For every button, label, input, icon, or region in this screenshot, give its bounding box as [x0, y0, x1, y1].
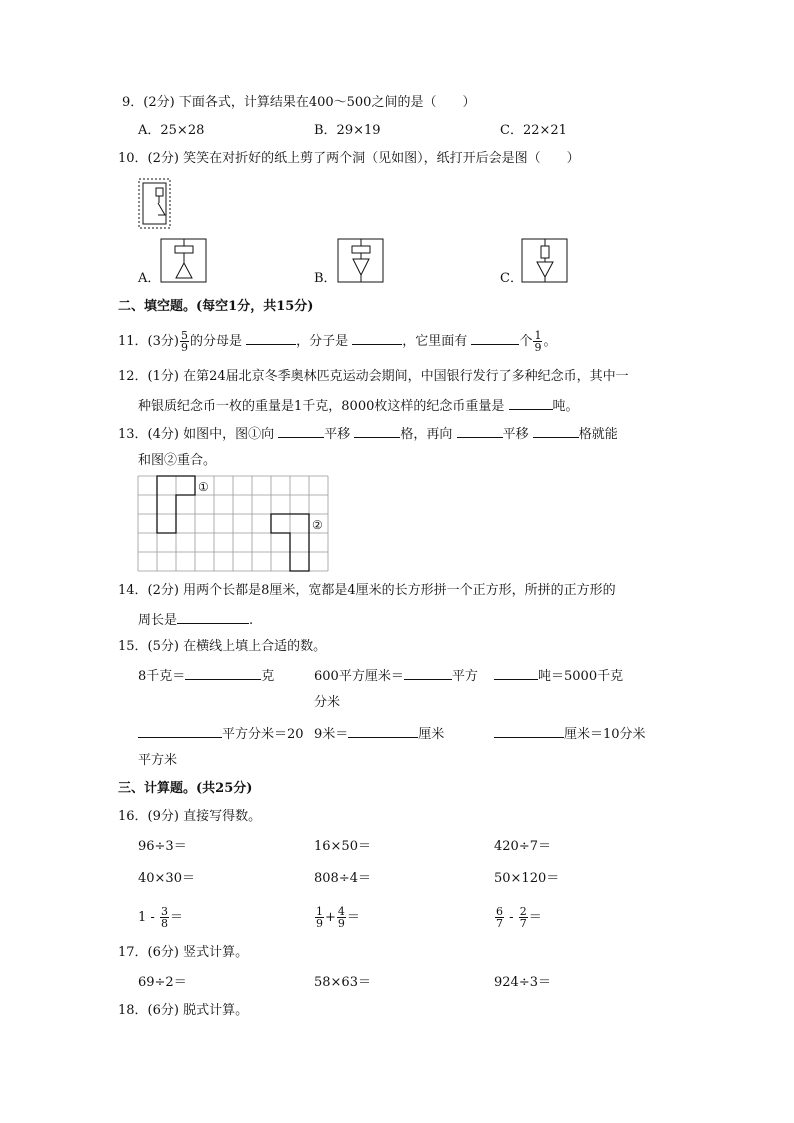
q16-r2-b: 808÷4＝: [314, 871, 371, 886]
q15-item-b-cont: 分米: [314, 695, 341, 710]
q15-blank-e[interactable]: [348, 724, 418, 738]
q11: 11．(3分) $\frac{5}{9}$ 的分母是 ，分子是 ，它里面有 个 $\frac{1}{9}$ 。: [118, 329, 557, 354]
q16-r2-c: 50×120＝: [494, 871, 560, 886]
q9-option-c[interactable]: C．22×21: [500, 123, 567, 138]
q15-item-e: 9米＝ 厘米: [314, 724, 444, 744]
q15-blank-d[interactable]: [138, 724, 222, 738]
q15-item-a: 8千克＝ 克: [138, 666, 274, 686]
q16-r3-b: $\frac{1}{9}$ + $\frac{4}{9}$ ＝: [316, 905, 360, 930]
grid-label-2: ②: [312, 518, 323, 532]
q16-text: 16．(9分) 直接写得数。: [118, 809, 262, 824]
q15-blank-c[interactable]: [494, 666, 538, 680]
option-a-figure: [160, 238, 208, 284]
q13-line-1: 13．(4分) 如图中，图①向 平移 格，再向 平移 格就能: [118, 424, 618, 444]
section-2-title: 二、填空题。(每空1分，共15分): [118, 299, 314, 314]
q13-blank-1[interactable]: [278, 424, 324, 438]
q15-blank-f[interactable]: [494, 724, 564, 738]
q15-item-b: 600平方厘米＝ 平方: [314, 666, 478, 686]
q17-text: 17．(6分) 竖式计算。: [118, 945, 249, 960]
q16-r3-c: $\frac{6}{7}$ - $\frac{2}{7}$ ＝: [496, 905, 542, 930]
q11-prefix: 11．(3分): [118, 334, 179, 349]
q18-text: 18．(6分) 脱式计算。: [118, 1003, 249, 1018]
q15-item-d: 平方分米＝20: [138, 724, 304, 744]
q12-line-1: 12．(1分) 在第24届北京冬季奥林匹克运动会期间，中国银行发行了多种纪念币，其中一: [118, 369, 629, 384]
q9-option-b[interactable]: B．29×19: [314, 123, 381, 138]
q12-line-2: 种银质纪念币一枚的重量是1千克，8000枚这样的纪念币重量是 吨。: [138, 396, 579, 416]
q15-item-c: 吨＝5000千克: [494, 666, 623, 686]
section-3-title: 三、计算题。(共25分): [118, 781, 253, 796]
q13-line-2: 和图②重合。: [138, 453, 217, 468]
q14-line-2: 周长是 .: [138, 610, 253, 630]
q13-blank-4[interactable]: [533, 424, 579, 438]
q11-blank-3[interactable]: [471, 331, 519, 345]
fraction-1-9: $\frac{1}{9}$: [534, 329, 542, 354]
q9-text: 9．(2分) 下面各式，计算结果在400～500之间的是（ ）: [122, 95, 476, 110]
translation-grid: [138, 476, 330, 572]
q11-blank-2[interactable]: [352, 331, 402, 345]
q15-item-f: 厘米＝10分米: [494, 724, 646, 744]
option-c-figure: [521, 238, 569, 284]
q16-r1-b: 16×50＝: [314, 839, 371, 854]
q13-blank-3[interactable]: [457, 424, 503, 438]
q10-option-a[interactable]: A．: [138, 271, 161, 286]
q17-item-a: 69÷2＝: [138, 975, 187, 990]
grid-label-1: ①: [198, 480, 209, 494]
q9-option-a[interactable]: A．25×28: [138, 123, 205, 138]
q15-item-d-cont: 平方米: [138, 753, 178, 768]
q15-blank-a[interactable]: [185, 666, 261, 680]
q13-blank-2[interactable]: [354, 424, 400, 438]
folded-paper-figure: [138, 178, 172, 230]
q16-r3-a: 1 - $\frac{3}{8}$ ＝: [138, 905, 183, 930]
q11-blank-1[interactable]: [246, 331, 296, 345]
option-b-figure: [337, 238, 385, 284]
fraction-5-9: $\frac{5}{9}$: [180, 329, 188, 354]
q15-blank-b[interactable]: [404, 666, 452, 680]
q12-blank[interactable]: [509, 396, 553, 410]
q10-text: 10．(2分) 笑笑在对折好的纸上剪了两个洞（见如图），纸打开后会是图（ ）: [118, 151, 580, 166]
q17-item-c: 924÷3＝: [494, 975, 551, 990]
q10-option-b[interactable]: B．: [314, 271, 337, 286]
q14-line-1: 14．(2分) 用两个长都是8厘米，宽都是4厘米的长方形拼一个正方形，所拼的正方形的: [118, 583, 616, 598]
q14-blank[interactable]: [177, 610, 249, 624]
q17-item-b: 58×63＝: [314, 975, 371, 990]
q16-r1-c: 420÷7＝: [494, 839, 551, 854]
q10-option-c[interactable]: C．: [500, 271, 523, 286]
q16-r1-a: 96÷3＝: [138, 839, 187, 854]
q15-text: 15．(5分) 在横线上填上合适的数。: [118, 639, 327, 654]
q16-r2-a: 40×30＝: [138, 871, 195, 886]
